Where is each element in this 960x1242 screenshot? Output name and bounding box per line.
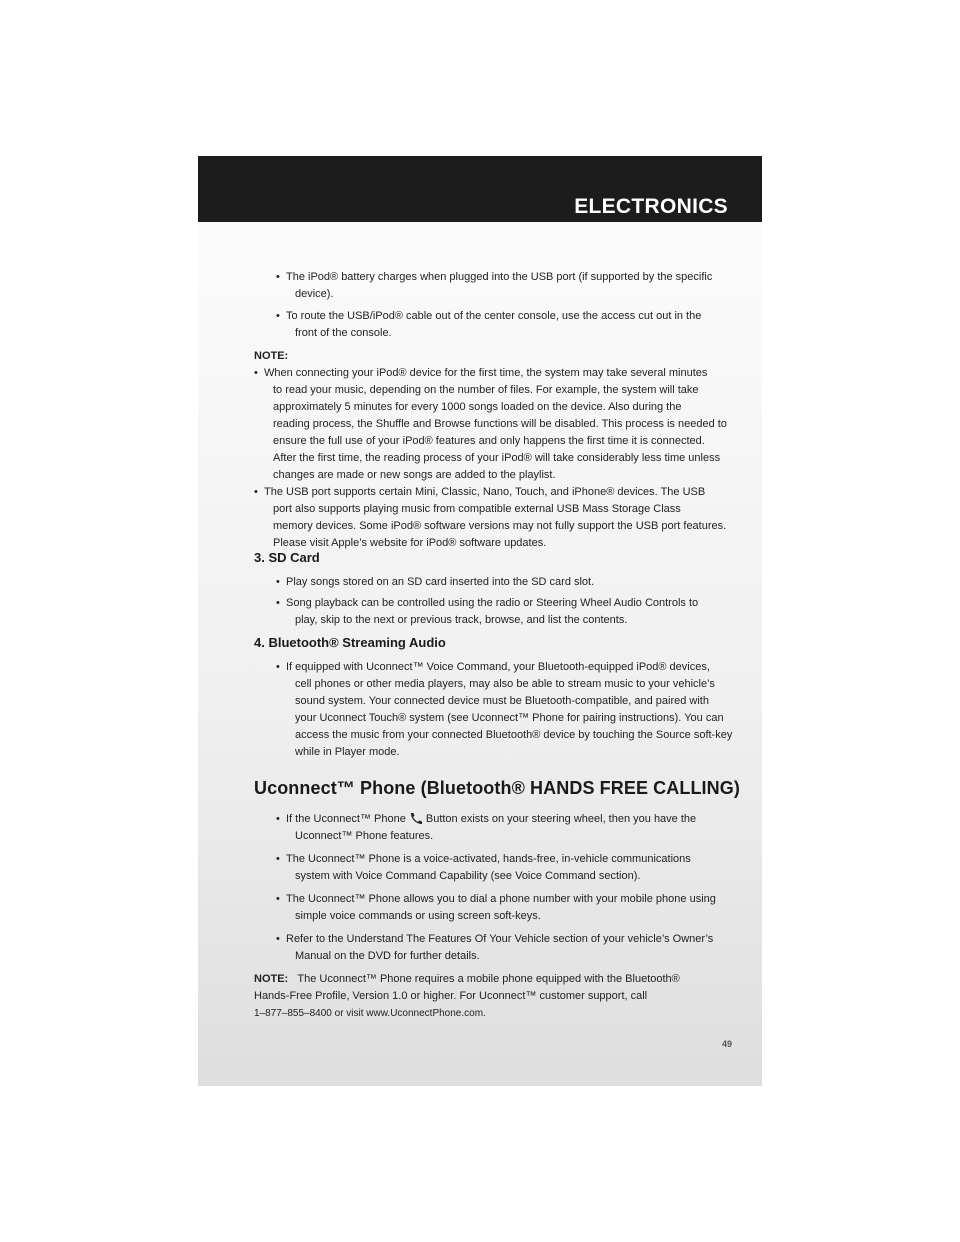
- phone-icon: [409, 812, 423, 824]
- section-title: ELECTRONICS: [574, 195, 728, 218]
- note-label: NOTE:: [254, 973, 289, 985]
- section-heading: Uconnect™ Phone (Bluetooth® HANDS FREE CALLING): [254, 778, 740, 798]
- section-header-bar: [198, 156, 762, 222]
- manual-page: ELECTRONICS • The iPod® battery charges when plugged into the USB port (if supported by the specific device). • To route the USB/iPod® cable out of the center console, use the access cut out in the front of the console. NOTE: • When connecting your iPod® device for the first time, the system may take several minutes to read your music, depending on the number of files. For example, the system will take approximately 5 minutes for every 1000 songs loaded on the device. Also during the reading process, the Shuffle and Browse functions will be disabled. This process is needed to ensure the full use of your iPod® features and only happens the first time it is connected. After the first time, the reading process of your iPod® will take considerably less time unless changes are made or new songs are added to the playlist. • The USB port supports certain Mini, Classic, Nano, Touch, and iPhone® devices. The USB port also supports playing music from compatible external USB Mass Storage Class memory devices. Some iPod® software versions may not fully support the USB port features. Please visit Apple’s website for iPod® software updates. 3. SD Card • Play songs stored on an SD card inserted into the SD card slot. • Song playback can be controlled using the radio or Steering Wheel Audio Controls to play, skip to the next or previous track, browse, and list the contents. 4. Bluetooth® Streaming Audio • If equipped with Uconnect™ Voice Command, your Bluetooth-equipped iPod® devices, cell phones or other media players, may also be able to stream music to your vehicle’s sound system. Your connected device must be Bluetooth-compatible, and paired with your Uconnect Touch® system (see Uconnect™ Phone for pairing instructions). You can access the music from your connected Bluetooth® device by touching the Source soft-key while in Player mode. Uconnect™ Phone (Bluetooth® HANDS FREE CALLING) • If the Uconnect™ Phone Button exists on your steering wheel, then you have the Uconnect™ Phone features. • The Uconnect™ Phone is a voice-activated, hands-free, in-vehicle communications system with Voice Command Capability (see Voice Command section). • The Uconnect™ Phone allows you to dial a phone number with your mobile phone using simple voice commands or using screen soft-keys. • Refer to the Understand The Features Of Your Vehicle section of your vehicle’s Owner’s Manual on the DVD for further details. NOTE: The Uconnect™ Phone requires a mobile phone equipped with the Bluetooth® Hands-Free Profile, Version 1.0 or higher. For Uconnect™ customer support, call 1–877–855–8400 or visit www.UconnectPhone.com. 49: [198, 156, 762, 1086]
- section-heading: 4. Bluetooth® Streaming Audio: [254, 635, 446, 650]
- note-paragraph: NOTE: The Uconnect™ Phone requires a mobile phone equipped with the Bluetooth®: [254, 973, 680, 985]
- page-number: 49: [721, 1039, 732, 1049]
- section-heading: 3. SD Card: [254, 550, 320, 565]
- note-label: NOTE:: [254, 350, 289, 362]
